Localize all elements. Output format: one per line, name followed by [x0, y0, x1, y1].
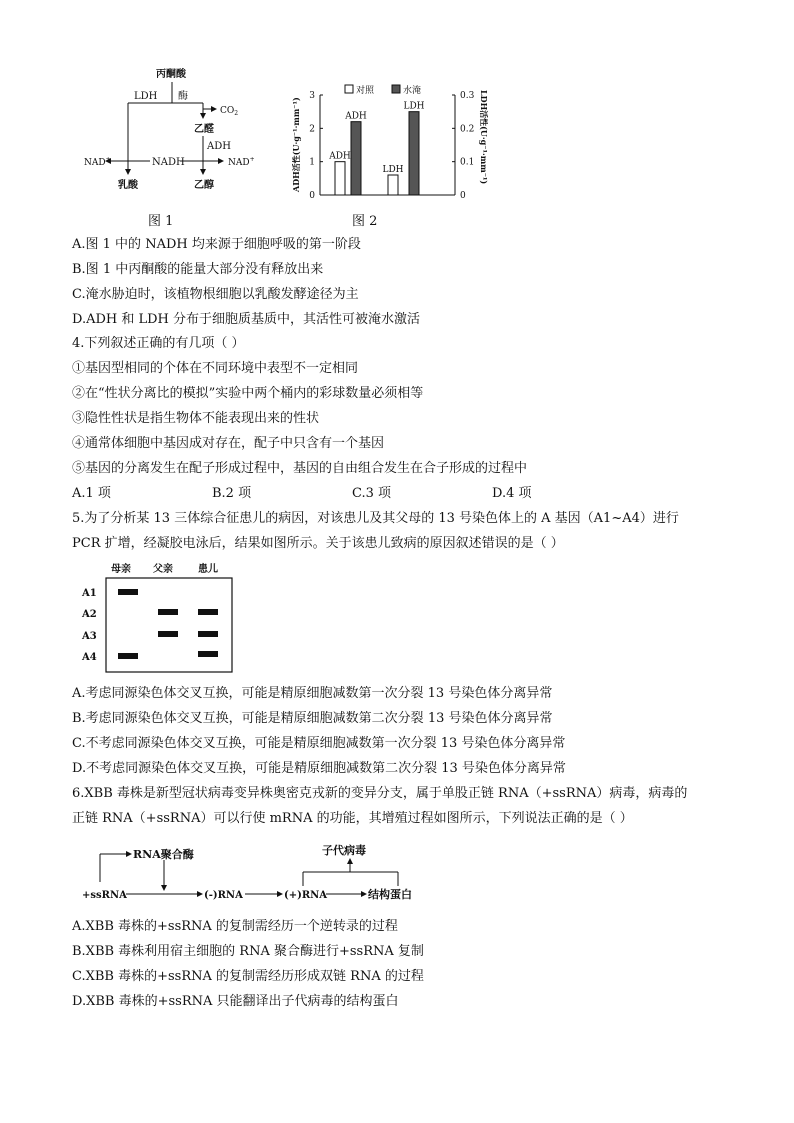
progeny-virus-label: 子代病毒: [322, 844, 366, 857]
band-child-a3: [198, 631, 218, 637]
legend-control-label: 对照: [356, 86, 375, 96]
band-mother-a4: [118, 653, 138, 659]
gel-row-a1: A1: [82, 588, 97, 599]
q6-option-c: C.XBB 毒株的+ssRNA 的复制需经历形成双链 RNA 的过程: [72, 969, 424, 984]
gel-row-a2: A2: [82, 609, 97, 620]
band-child-a4: [198, 651, 218, 657]
q6-stem-line-2: 正链 RNA（+ssRNA）可以行使 mRNA 的功能，其增殖过程如图所示，下列说法正确的是（ ）: [72, 811, 633, 826]
legend-swatch-control: [345, 85, 353, 93]
q5-option-d: D.不考虑同源染色体交叉互换，可能是精原细胞减数第二次分裂 13 号染色体分离异常: [72, 761, 566, 776]
nad-right-label: NAD+: [228, 156, 255, 168]
ldh-label: LDH: [134, 91, 158, 102]
q5-option-a: A.考虑同源染色体交叉互换，可能是精原细胞减数第一次分裂 13 号染色体分离异常: [72, 686, 553, 701]
left-tick-label: 1: [309, 157, 315, 168]
q4-item-4: ④通常体细胞中基因成对存在，配子中只含有一个基因: [72, 436, 385, 451]
q6-option-d: D.XBB 毒株的+ssRNA 只能翻译出子代病毒的结构蛋白: [72, 994, 399, 1009]
q4-item-2: ②在“性状分离比的模拟”实验中两个桶内的彩球数量必须相等: [72, 386, 424, 401]
right-axis-title: LDH活性(U·g⁻¹·mm⁻¹): [479, 90, 489, 185]
q4-options: [72, 485, 632, 503]
bar-label: ADH: [345, 111, 367, 122]
q4-item-1: ①基因型相同的个体在不同环境中表型不一定相同: [72, 361, 359, 376]
q4-stem: 4.下列叙述正确的有几项（ ）: [72, 336, 245, 351]
adh-label: ADH: [207, 141, 231, 152]
legend-swatch-flooding: [392, 85, 400, 93]
gel-row-a3: A3: [82, 631, 97, 642]
q6-option-a: A.XBB 毒株的+ssRNA 的复制需经历一个逆转录的过程: [72, 919, 398, 934]
band-father-a3: [158, 631, 178, 637]
q3-option-b: B.图 1 中丙酮酸的能量大部分没有释放出来: [72, 262, 324, 277]
plus-rna-label: (+)RNA: [284, 890, 328, 901]
q3-option-d: D.ADH 和 LDH 分布于细胞质基质中，其活性可被淹水激活: [72, 312, 421, 327]
left-tick-label: 0: [309, 191, 315, 201]
structural-protein-label: 结构蛋白: [368, 888, 412, 901]
bar-adh-control: [335, 162, 345, 195]
gel-col-father: 父亲: [153, 564, 173, 575]
acetaldehyde-label: 乙醛: [194, 124, 214, 135]
ethanol-label: 乙醇: [194, 180, 214, 191]
q4-option-c: C.3 项: [352, 486, 392, 501]
pyruvate-label: 丙酮酸: [156, 69, 186, 80]
q5-option-c: C.不考虑同源染色体交叉互换，可能是精原细胞减数第一次分裂 13 号染色体分离异常: [72, 736, 566, 751]
band-child-a2: [198, 609, 218, 615]
q6-stem-line-1: 6.XBB 毒株是新型冠状病毒变异株奥密克戎新的变异分支，属于单股正链 RNA（+ssRNA）病毒，病毒的: [72, 786, 688, 801]
figure-2-caption: 图 2: [352, 214, 378, 229]
q5-stem-line-2: PCR 扩增，经凝胶电泳后，结果如图所示。关于该患儿致病的原因叙述错误的是（ ）: [72, 536, 564, 551]
bar-ldh-flooding: [409, 112, 419, 195]
figure-1-caption: 图 1: [148, 214, 174, 229]
q4-option-b: B.2 项: [212, 486, 252, 501]
gel-col-mother: 母亲: [111, 564, 131, 575]
q5-gel-electrophoresis: [78, 558, 238, 676]
nad-left-label: NAD+: [84, 156, 111, 168]
q6-option-b: B.XBB 毒株利用宿主细胞的 RNA 聚合酶进行+ssRNA 复制: [72, 944, 424, 959]
q3-option-a: A.图 1 中的 NADH 均来源于细胞呼吸的第一阶段: [72, 237, 361, 252]
band-father-a2: [158, 609, 178, 615]
right-tick-label: 0.3: [460, 91, 475, 101]
q4-option-d: D.4 项: [492, 486, 532, 501]
figure-2-chart: [285, 80, 495, 205]
lactate-label: 乳酸: [118, 180, 138, 191]
figure-1-pathway: [70, 62, 280, 197]
gel-row-a4: A4: [82, 652, 97, 663]
q4-option-a: A.1 项: [72, 486, 111, 501]
bar-label: LDH: [382, 165, 404, 175]
right-tick-label: 0: [460, 191, 466, 201]
co2-label: $CO_2$: [220, 106, 239, 117]
bar-label: ADH: [329, 151, 351, 162]
bar-adh-flooding: [351, 122, 361, 195]
minus-rna-label: (-)RNA: [204, 890, 243, 901]
right-tick-label: 0.2: [460, 124, 475, 135]
band-mother-a1: [118, 589, 138, 595]
legend-flooding-label: 水淹: [403, 86, 422, 96]
q3-option-c: C.淹水胁迫时，该植物根细胞以乳酸发酵途径为主: [72, 287, 359, 302]
q4-item-5: ⑤基因的分离发生在配子形成过程中，基因的自由组合发生在合子形成的过程中: [72, 461, 528, 476]
plus-ssrna-label: +ssRNA: [82, 890, 127, 901]
rna-polymerase-label: RNA聚合酶: [133, 848, 194, 861]
right-tick-label: 0.1: [460, 157, 475, 168]
bar-ldh-control: [388, 175, 398, 195]
left-tick-label: 3: [309, 91, 315, 101]
q5-stem-line-1: 5.为了分析某 13 三体综合征患儿的病因，对该患儿及其父母的 13 号染色体上的 A 基因（A1~A4）进行: [72, 511, 679, 526]
q6-replication-diagram: [78, 842, 428, 904]
q4-item-3: ③隐性性状是指生物体不能表现出来的性状: [72, 411, 320, 426]
gel-col-child: 患儿: [198, 564, 218, 575]
enzyme-label: 酶: [178, 91, 188, 102]
q5-option-b: B.考虑同源染色体交叉互换，可能是精原细胞减数第二次分裂 13 号染色体分离异常: [72, 711, 553, 726]
bar-label: LDH: [403, 101, 425, 112]
nadh-label: NADH: [152, 157, 185, 168]
left-axis-title: ADH活性(U·g⁻¹·mm⁻¹): [291, 97, 301, 192]
left-tick-label: 2: [309, 124, 315, 135]
